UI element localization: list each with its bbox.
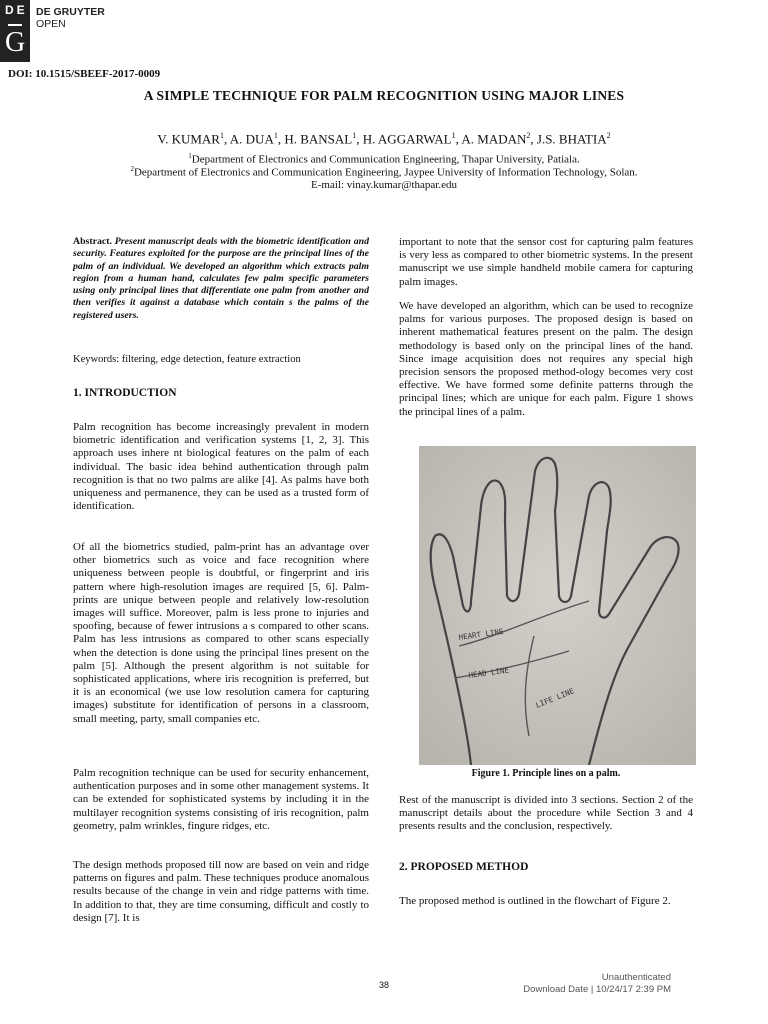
body-paragraph: Rest of the manuscript is divided into 3 sections. Section 2 of the manuscript details about the procedure while Section 3 and 4 presents results and the conclusion, respectively. xyxy=(399,794,693,833)
section-heading-introduction: 1. INTRODUCTION xyxy=(73,387,177,399)
author: J.S. BHATIA xyxy=(536,131,607,147)
body-paragraph: We have developed an algorithm, which can be used to recognize palms for various purposes. The proposed design is based on inherent mathematical features present on the palm. The design methodology is based only on the principal lines of the hand. Since image acquisition does not requires any special high precision sensors the proposed method-ology becomes very cost effective. We have formed some definite patterns through the principal lines; which are unique for each palm. Figure 1 shows the principal lines of a palm. xyxy=(399,300,693,418)
author-email: E-mail: vinay.kumar@thapar.edu xyxy=(311,179,457,191)
doi: DOI: 10.1515/SBEEF-2017-0009 xyxy=(8,68,161,80)
keywords: Keywords: filtering, edge detection, feature extraction xyxy=(73,354,301,365)
label-life-line: LIFE LINE xyxy=(534,686,576,710)
body-paragraph: Of all the biometrics studied, palm-print has an advantage over other biometrics such as voice and face recognition where uniqueness between people is doubtful, or fingerprint and iris pattern where high-resolution images are required [5, 6]. Palm-prints are unique between people and relatively low-resolution images will suffice. Moreover, palm is less prone to injuries and spoofing, because of fewer intrusions a s compared to other scans. Palm has less intrusions as compared to other scans especially when the detection is done using the principal lines present on the palm [5]. Although the present algorithm is not suitable for sophisticated applications, where iris recognition is preferred, but it is an economical (we use low resolution camera for capturing images) substitute for identification of persons in a classroom, small meeting, party, small companies etc. xyxy=(73,541,369,725)
author: A. DUA xyxy=(229,131,274,147)
download-footer: Unauthenticated Download Date | 10/24/17 2:39 PM xyxy=(523,972,671,995)
figure-caption: Figure 1. Principle lines on a palm. xyxy=(471,768,621,779)
affiliation-2: $^2$Department of Electronics and Communication Engineering, Jaypee University of Information Technology, Solan. xyxy=(130,165,638,179)
body-paragraph: Palm recognition technique can be used for security enhancement, authentication purposes and in some other management systems. It can be extended for sophisticated systems by including it in the multilayer recognition systems consisting of iris recognition, palm geometry, palm wrinkles, fingure ridges, etc. xyxy=(73,767,369,832)
label-heart-line: HEART LINE xyxy=(458,626,504,642)
abstract-text: Present manuscript deals with the biometric identification and security. Features exploited for the purpose are the principal lines of the palm of an individual. We developed an algorithm which extracts palm region from a human hand, calculates few palm specific parameters using only principal lines that differentiate one palm from another and then verifies it against a database which contain s the palms of the registered users. xyxy=(73,236,370,321)
author: A. MADAN xyxy=(461,131,527,147)
author: H. AGGARWAL xyxy=(362,131,452,147)
abstract xyxy=(73,236,369,322)
logo-top-text: DE xyxy=(5,3,28,17)
body-paragraph: important to note that the sensor cost for capturing palm features is very less as compared to other biometric systems. In the present manuscript we use simple handheld mobile camera for capturing palm images. xyxy=(399,236,693,288)
figure-palm-image xyxy=(419,446,696,765)
paper-title: A SIMPLE TECHNIQUE FOR PALM RECOGNITION USING MAJOR LINES xyxy=(143,88,625,103)
affiliation-1: $^1$Department of Electronics and Communication Engineering, Thapar University, Patiala. xyxy=(188,152,580,166)
body-paragraph: The proposed method is outlined in the flowchart of Figure 2. xyxy=(399,895,671,907)
logo-letter: G xyxy=(5,27,26,58)
body-paragraph: The design methods proposed till now are based on vein and ridge patterns on figures and palm. These techniques produce anomalous results because of the change in vein and ridge patterns with time. In addition to that, they are time consuming, difficult and costly to design [7]. It is xyxy=(73,859,369,924)
author: H. BANSAL xyxy=(284,131,353,147)
label-head-line: HEAD LINE xyxy=(468,665,510,680)
body-paragraph: Palm recognition has become increasingly prevalent in modern biometric identification and verification systems [1, 2, 3]. This approach uses inhere nt biological features on the palm of each individual. The basic idea behind authentication through palm recognition is that no two palms are alike [4]. As palms have both uniqueness and permanence, they can be used as a trusted form of identification. xyxy=(73,421,369,513)
page-number: 38 xyxy=(378,980,389,990)
author: V. KUMAR xyxy=(157,131,220,147)
hand-drawing xyxy=(419,446,696,765)
abstract-label: Abstract. xyxy=(73,236,112,247)
publisher-name: DE GRUYTER OPEN xyxy=(36,6,105,30)
section-heading-proposed-method: 2. PROPOSED METHOD xyxy=(399,861,529,873)
author-list: V. KUMAR$^1$, A. DUA$^1$, H. BANSAL$^1$, H. AGGARWAL$^1$, A. MADAN$^2$, J.S. BHATIA$^2$ xyxy=(157,131,611,147)
publisher-logo xyxy=(0,0,30,62)
